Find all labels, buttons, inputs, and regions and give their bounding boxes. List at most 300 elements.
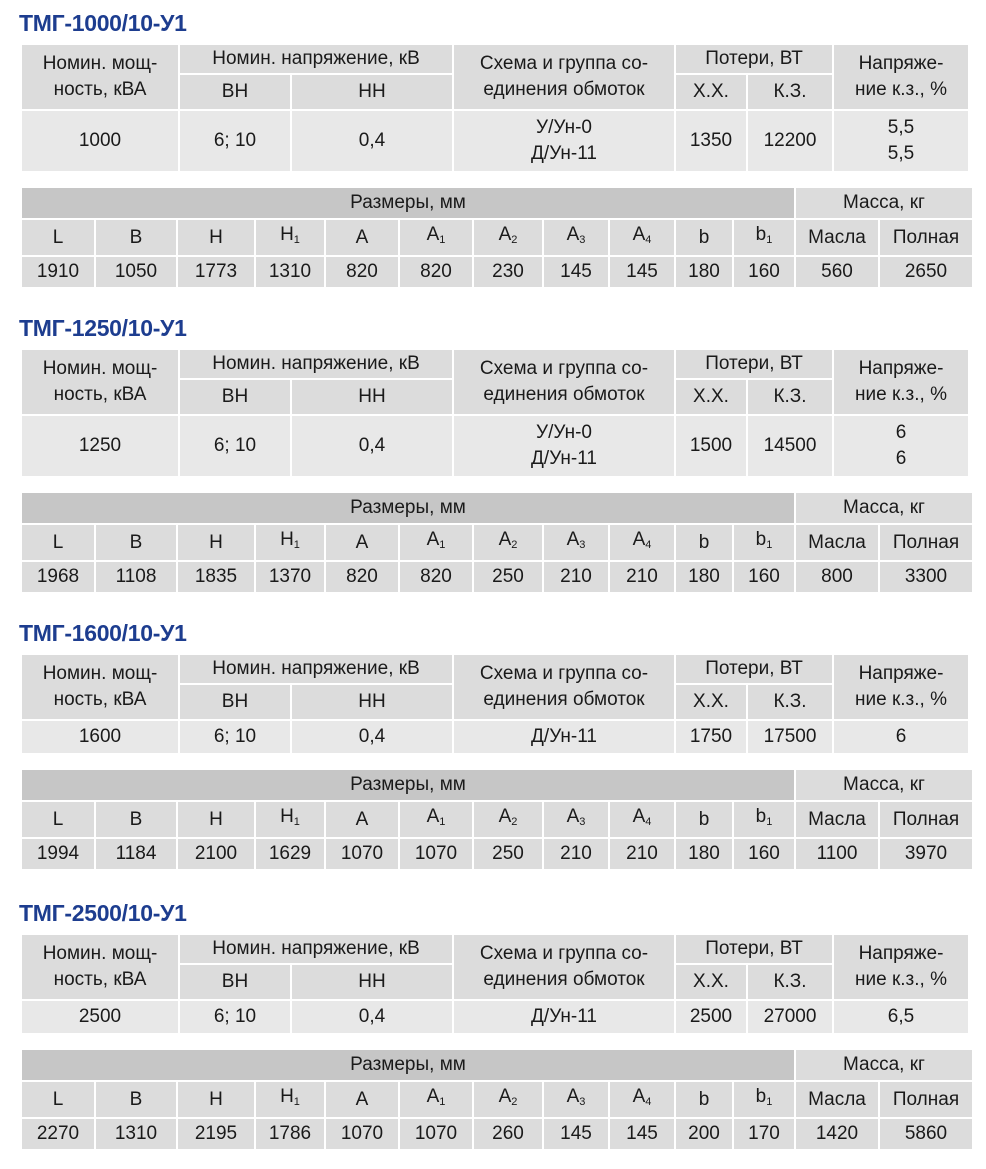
full-mass-header: Полная	[880, 1082, 972, 1117]
scheme-header-line1: Схема и группа со-	[479, 943, 649, 964]
dimension-value: 250	[474, 562, 542, 592]
power-header-line1: Номин. мощ-	[42, 663, 158, 684]
usc-line: 6	[895, 422, 907, 443]
dimension-value: 1070	[400, 839, 472, 869]
dimension-column-header	[544, 220, 608, 255]
power-header-line1: Номин. мощ-	[42, 53, 158, 74]
scheme-line: Д/Ун-11	[531, 1006, 597, 1027]
dimension-column-header	[400, 1082, 472, 1117]
dimension-column-header	[256, 1082, 324, 1117]
dimension-value: 170	[734, 1119, 794, 1149]
dimension-column-header	[734, 525, 794, 560]
power-header-line2: ность, кВА	[53, 79, 147, 100]
dimension-subscript: 1	[439, 816, 446, 828]
dimension-value: 2100	[178, 839, 254, 869]
dimension-column-header	[326, 220, 398, 255]
dimension-subscript: 2	[511, 1096, 518, 1108]
dimension-column-header	[474, 1082, 542, 1117]
dimension-symbol: H	[280, 224, 294, 245]
dimension-symbol: A	[632, 224, 646, 245]
scheme-header-line1: Схема и группа со-	[479, 358, 649, 379]
dimension-symbol: A	[426, 224, 440, 245]
losses-header: Потери, ВТ	[676, 655, 832, 683]
dimension-column-header	[22, 220, 94, 255]
dimension-column-header	[96, 1082, 176, 1117]
power-value: 2500	[22, 1001, 178, 1033]
oil-mass-header: Масла	[796, 525, 878, 560]
dimension-column-header	[22, 1082, 94, 1117]
kz-value: 27000	[748, 1001, 832, 1033]
full-mass-value: 3970	[880, 839, 972, 869]
dimension-column-header	[610, 1082, 674, 1117]
dimension-symbol: B	[129, 226, 143, 248]
full-mass-header: Полная	[880, 802, 972, 837]
nn-value: 0,4	[292, 721, 452, 753]
dimension-symbol: A	[566, 529, 580, 550]
dimension-value: 180	[676, 562, 732, 592]
nn-header: НН	[292, 685, 452, 719]
scheme-header	[454, 655, 674, 719]
dimension-column-header	[474, 525, 542, 560]
scheme-header	[454, 935, 674, 999]
dimension-symbol: A	[426, 1086, 440, 1107]
dimension-value: 820	[400, 562, 472, 592]
dimension-column-header	[544, 1082, 608, 1117]
dimension-value: 180	[676, 257, 732, 287]
dimension-subscript: 3	[579, 234, 586, 246]
spec-value-row	[22, 111, 968, 171]
full-mass-value: 2650	[880, 257, 972, 287]
vn-header: ВН	[180, 965, 290, 999]
dimension-symbol: H	[280, 529, 294, 550]
scheme-value	[454, 1001, 674, 1033]
scheme-header-line1: Схема и группа со-	[479, 53, 649, 74]
dimension-column-header	[544, 525, 608, 560]
dimension-symbol: b	[698, 1088, 710, 1110]
dimension-column-header	[474, 220, 542, 255]
dimension-column-header	[676, 1082, 732, 1117]
spec-header-row	[22, 45, 968, 73]
dimension-value: 820	[326, 257, 398, 287]
usc-header-line1: Напряже-	[858, 53, 944, 74]
scheme-header-line2: единения обмоток	[483, 384, 645, 405]
dimension-symbol: B	[129, 808, 143, 830]
oil-mass-value: 1420	[796, 1119, 878, 1149]
dimension-symbol: H	[209, 1088, 223, 1110]
vn-header: ВН	[180, 380, 290, 414]
oil-mass-header: Масла	[796, 220, 878, 255]
voltage-header: Номин. напряжение, кВ	[180, 655, 452, 683]
dimension-column-header	[178, 802, 254, 837]
xx-header: Х.Х.	[676, 965, 746, 999]
power-header-line1: Номин. мощ-	[42, 943, 158, 964]
xx-value: 1750	[676, 721, 746, 753]
dimension-subscript: 1	[293, 1096, 300, 1108]
spec-value-row	[22, 416, 968, 476]
usc-header-line2: ние к.з., %	[855, 969, 947, 990]
oil-mass-header: Масла	[796, 1082, 878, 1117]
scheme-value	[454, 416, 674, 476]
power-value: 1250	[22, 416, 178, 476]
vn-value: 6; 10	[180, 416, 290, 476]
dimensions-table	[20, 1048, 974, 1151]
dimension-column-header	[734, 220, 794, 255]
vn-value: 6; 10	[180, 1001, 290, 1033]
dimension-subscript: 2	[511, 816, 518, 828]
dimension-column-header	[96, 802, 176, 837]
dimension-subscript: 1	[439, 1096, 446, 1108]
spec-value-row	[22, 721, 968, 753]
spec-table	[20, 933, 970, 1035]
usc-line: 5,5	[887, 143, 915, 164]
vn-header: ВН	[180, 75, 290, 109]
dimension-symbol: A	[355, 226, 369, 248]
full-mass-header: Полная	[880, 220, 972, 255]
transformer-title: ТМГ-1600/10-У1	[19, 620, 187, 646]
dimension-symbol: b	[698, 226, 710, 248]
kz-value: 17500	[748, 721, 832, 753]
dimension-value: 1184	[96, 839, 176, 869]
scheme-value	[454, 721, 674, 753]
nn-value: 0,4	[292, 111, 452, 171]
dimension-column-header	[326, 802, 398, 837]
dimension-subscript: 1	[439, 234, 446, 246]
dimension-symbol: A	[566, 806, 580, 827]
dimension-symbol: A	[498, 529, 512, 550]
usc-value	[834, 1001, 968, 1033]
dimension-symbol: A	[498, 806, 512, 827]
dimension-value: 145	[544, 1119, 608, 1149]
dimension-value: 160	[734, 562, 794, 592]
scheme-line: Д/Ун-11	[531, 143, 597, 164]
scheme-header	[454, 350, 674, 414]
dimensions-value-row	[22, 839, 972, 869]
dimensions-columns-row	[22, 220, 972, 255]
dimensions-value-row	[22, 1119, 972, 1149]
dimension-value: 2270	[22, 1119, 94, 1149]
dimension-symbol: H	[209, 226, 223, 248]
dimension-column-header	[474, 802, 542, 837]
dimensions-table	[20, 491, 974, 594]
scheme-header-line2: единения обмоток	[483, 79, 645, 100]
dimension-column-header	[22, 802, 94, 837]
dimension-column-header	[326, 1082, 398, 1117]
usc-value	[834, 416, 968, 476]
power-header	[22, 935, 178, 999]
dimension-value: 260	[474, 1119, 542, 1149]
dimension-column-header	[178, 1082, 254, 1117]
usc-value	[834, 111, 968, 171]
dimension-symbol: B	[129, 1088, 143, 1110]
nn-header: НН	[292, 965, 452, 999]
dimensions-header: Размеры, мм	[22, 770, 794, 800]
mass-header: Масса, кг	[796, 188, 972, 218]
usc-header-line1: Напряже-	[858, 358, 944, 379]
dimension-value: 145	[544, 257, 608, 287]
kz-header: К.З.	[748, 75, 832, 109]
nn-header: НН	[292, 75, 452, 109]
dimensions-columns-row	[22, 1082, 972, 1117]
dimension-value: 1310	[256, 257, 324, 287]
usc-line: 5,5	[887, 117, 915, 138]
vn-value: 6; 10	[180, 111, 290, 171]
dimension-column-header	[734, 1082, 794, 1117]
dimensions-columns-row	[22, 802, 972, 837]
full-mass-value: 5860	[880, 1119, 972, 1149]
dimensions-header-row	[22, 493, 972, 523]
dimension-value: 820	[400, 257, 472, 287]
dimension-column-header	[22, 525, 94, 560]
dimension-subscript: 1	[766, 234, 773, 246]
dimension-value: 1070	[326, 1119, 398, 1149]
scheme-line: Д/Ун-11	[531, 448, 597, 469]
dimension-value: 145	[610, 257, 674, 287]
dimension-value: 210	[610, 562, 674, 592]
power-header-line1: Номин. мощ-	[42, 358, 158, 379]
losses-header: Потери, ВТ	[676, 935, 832, 963]
dimension-value: 1994	[22, 839, 94, 869]
xx-header: Х.Х.	[676, 380, 746, 414]
usc-header	[834, 935, 968, 999]
dimension-column-header	[400, 802, 472, 837]
mass-header: Масса, кг	[796, 770, 972, 800]
power-header-line2: ность, кВА	[53, 689, 147, 710]
power-header-line2: ность, кВА	[53, 384, 147, 405]
kz-header: К.З.	[748, 685, 832, 719]
dimension-symbol: b	[698, 531, 710, 553]
dimension-symbol: H	[209, 808, 223, 830]
scheme-line: У/Ун-0	[536, 117, 592, 138]
dimension-column-header	[256, 220, 324, 255]
usc-header-line2: ние к.з., %	[855, 384, 947, 405]
dimension-symbol: A	[355, 531, 369, 553]
dimension-subscript: 1	[766, 539, 773, 551]
dimension-value: 145	[610, 1119, 674, 1149]
dimension-column-header	[256, 525, 324, 560]
power-value: 1000	[22, 111, 178, 171]
dimension-subscript: 2	[511, 539, 518, 551]
usc-header	[834, 655, 968, 719]
mass-header: Масса, кг	[796, 1050, 972, 1080]
full-mass-value: 3300	[880, 562, 972, 592]
dimension-value: 1108	[96, 562, 176, 592]
dimensions-header: Размеры, мм	[22, 1050, 794, 1080]
scheme-value	[454, 111, 674, 171]
dimension-column-header	[610, 802, 674, 837]
dimension-subscript: 1	[293, 234, 300, 246]
dimension-symbol: A	[566, 1086, 580, 1107]
dimension-value: 820	[326, 562, 398, 592]
dimension-symbol: A	[566, 224, 580, 245]
dimensions-header: Размеры, мм	[22, 493, 794, 523]
spec-table	[20, 348, 970, 478]
spec-header-row	[22, 350, 968, 378]
dimension-subscript: 4	[645, 234, 652, 246]
scheme-line: У/Ун-0	[536, 422, 592, 443]
xx-header: Х.Х.	[676, 685, 746, 719]
nn-value: 0,4	[292, 416, 452, 476]
spec-value-row	[22, 1001, 968, 1033]
kz-header: К.З.	[748, 380, 832, 414]
usc-value	[834, 721, 968, 753]
dimensions-table	[20, 186, 974, 289]
dimension-value: 1070	[400, 1119, 472, 1149]
scheme-header-line1: Схема и группа со-	[479, 663, 649, 684]
dimension-column-header	[734, 802, 794, 837]
dimension-column-header	[676, 525, 732, 560]
dimension-subscript: 1	[439, 539, 446, 551]
spec-header-row	[22, 655, 968, 683]
dimension-value: 1050	[96, 257, 176, 287]
dimension-symbol: H	[280, 1086, 294, 1107]
dimension-column-header	[400, 220, 472, 255]
dimension-symbol: b	[755, 529, 767, 550]
transformer-title: ТМГ-2500/10-У1	[19, 900, 187, 926]
dimension-symbol: A	[498, 224, 512, 245]
dimension-column-header	[96, 525, 176, 560]
dimension-subscript: 3	[579, 539, 586, 551]
power-header-line2: ность, кВА	[53, 969, 147, 990]
kz-header: К.З.	[748, 965, 832, 999]
dimension-value: 1968	[22, 562, 94, 592]
dimension-subscript: 3	[579, 1096, 586, 1108]
dimension-symbol: A	[498, 1086, 512, 1107]
dimension-column-header	[178, 220, 254, 255]
dimension-symbol: A	[426, 806, 440, 827]
dimension-value: 2195	[178, 1119, 254, 1149]
spec-header-row	[22, 935, 968, 963]
dimensions-value-row	[22, 562, 972, 592]
dimension-value: 210	[610, 839, 674, 869]
power-header	[22, 655, 178, 719]
dimension-value: 1310	[96, 1119, 176, 1149]
dimension-subscript: 4	[645, 1096, 652, 1108]
dimension-subscript: 2	[511, 234, 518, 246]
dimension-column-header	[178, 525, 254, 560]
dimension-symbol: L	[52, 531, 64, 553]
dimension-column-header	[676, 802, 732, 837]
usc-line: 6	[895, 448, 907, 469]
dimensions-header-row	[22, 188, 972, 218]
vn-header: ВН	[180, 685, 290, 719]
dimension-column-header	[400, 525, 472, 560]
usc-header-line1: Напряже-	[858, 943, 944, 964]
oil-mass-value: 1100	[796, 839, 878, 869]
scheme-line: Д/Ун-11	[531, 726, 597, 747]
scheme-header-line2: единения обмоток	[483, 969, 645, 990]
dimension-column-header	[96, 220, 176, 255]
dimension-symbol: A	[632, 1086, 646, 1107]
dimension-subscript: 1	[766, 816, 773, 828]
xx-value: 1500	[676, 416, 746, 476]
scheme-header	[454, 45, 674, 109]
dimension-symbol: B	[129, 531, 143, 553]
dimension-subscript: 4	[645, 539, 652, 551]
dimension-symbol: L	[52, 226, 64, 248]
dimension-symbol: A	[632, 806, 646, 827]
voltage-header: Номин. напряжение, кВ	[180, 45, 452, 73]
full-mass-header: Полная	[880, 525, 972, 560]
scheme-header-line2: единения обмоток	[483, 689, 645, 710]
vn-value: 6; 10	[180, 721, 290, 753]
dimension-subscript: 3	[579, 816, 586, 828]
oil-mass-value: 560	[796, 257, 878, 287]
dimensions-header: Размеры, мм	[22, 188, 794, 218]
power-header	[22, 45, 178, 109]
dimension-column-header	[676, 220, 732, 255]
usc-header	[834, 350, 968, 414]
voltage-header: Номин. напряжение, кВ	[180, 350, 452, 378]
dimension-column-header	[326, 525, 398, 560]
usc-header-line1: Напряже-	[858, 663, 944, 684]
losses-header: Потери, ВТ	[676, 45, 832, 73]
dimension-symbol: L	[52, 1088, 64, 1110]
power-header	[22, 350, 178, 414]
spec-table	[20, 653, 970, 755]
dimension-column-header	[544, 802, 608, 837]
dimension-value: 1629	[256, 839, 324, 869]
dimensions-columns-row	[22, 525, 972, 560]
nn-header: НН	[292, 380, 452, 414]
spec-table	[20, 43, 970, 173]
dimension-value: 200	[676, 1119, 732, 1149]
dimension-symbol: b	[698, 808, 710, 830]
dimension-subscript: 1	[293, 816, 300, 828]
dimension-value: 180	[676, 839, 732, 869]
xx-value: 1350	[676, 111, 746, 171]
dimension-symbol: b	[755, 806, 767, 827]
dimension-value: 1835	[178, 562, 254, 592]
dimension-symbol: b	[755, 224, 767, 245]
dimension-subscript: 1	[293, 539, 300, 551]
dimensions-header-row	[22, 770, 972, 800]
xx-value: 2500	[676, 1001, 746, 1033]
dimensions-table	[20, 768, 974, 871]
usc-header-line2: ние к.з., %	[855, 689, 947, 710]
dimension-value: 230	[474, 257, 542, 287]
dimension-symbol: A	[426, 529, 440, 550]
voltage-header: Номин. напряжение, кВ	[180, 935, 452, 963]
dimensions-header-row	[22, 1050, 972, 1080]
dimension-subscript: 4	[645, 816, 652, 828]
dimension-symbol: b	[755, 1086, 767, 1107]
usc-header	[834, 45, 968, 109]
dimension-value: 1773	[178, 257, 254, 287]
nn-value: 0,4	[292, 1001, 452, 1033]
xx-header: Х.Х.	[676, 75, 746, 109]
dimensions-value-row	[22, 257, 972, 287]
power-value: 1600	[22, 721, 178, 753]
kz-value: 12200	[748, 111, 832, 171]
dimension-symbol: L	[52, 808, 64, 830]
dimension-value: 1370	[256, 562, 324, 592]
dimension-column-header	[610, 525, 674, 560]
dimension-column-header	[610, 220, 674, 255]
usc-line: 6	[895, 726, 907, 747]
dimension-symbol: A	[632, 529, 646, 550]
transformer-title: ТМГ-1250/10-У1	[19, 315, 187, 341]
transformer-title: ТМГ-1000/10-У1	[19, 10, 187, 36]
losses-header: Потери, ВТ	[676, 350, 832, 378]
dimension-symbol: H	[209, 531, 223, 553]
dimension-value: 210	[544, 562, 608, 592]
dimension-value: 1070	[326, 839, 398, 869]
oil-mass-value: 800	[796, 562, 878, 592]
dimension-value: 160	[734, 839, 794, 869]
dimension-value: 160	[734, 257, 794, 287]
dimension-symbol: A	[355, 808, 369, 830]
usc-header-line2: ние к.з., %	[855, 79, 947, 100]
